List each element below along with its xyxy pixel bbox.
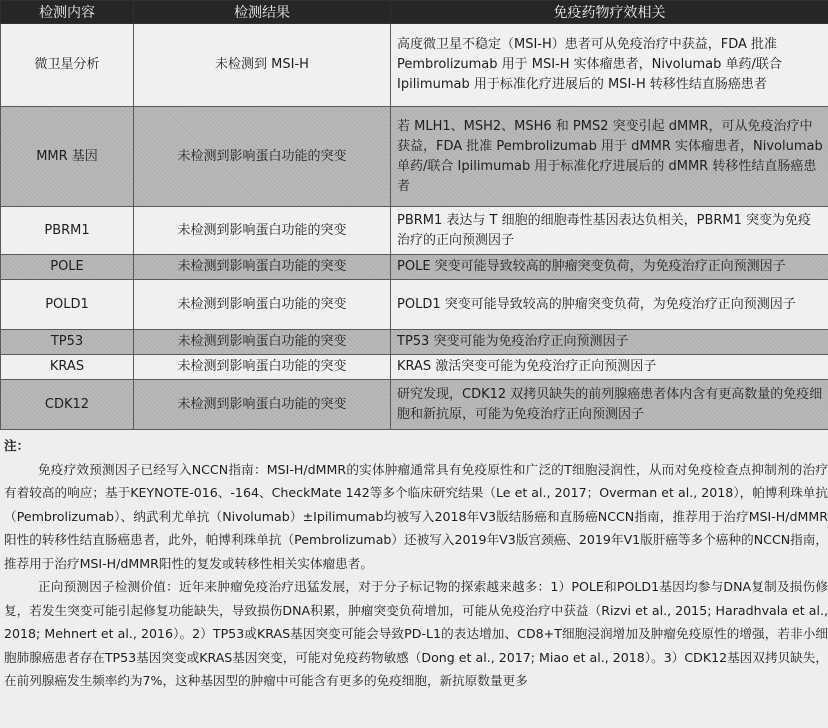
row-test-item: POLD1 <box>1 280 134 330</box>
table-row <box>1 255 828 280</box>
row-test-result: 未检测到影响蛋白功能的突变 <box>134 330 391 355</box>
table-row <box>1 280 828 330</box>
table-row <box>1 24 828 107</box>
row-test-item: 微卫星分析 <box>1 24 134 107</box>
row-test-item: CDK12 <box>1 380 134 430</box>
notes-label: 注： <box>4 438 30 453</box>
row-test-result: 未检测到影响蛋白功能的突变 <box>134 255 391 280</box>
table-row <box>1 207 828 255</box>
table-row <box>1 380 828 430</box>
row-test-result: 未检测到影响蛋白功能的突变 <box>134 380 391 430</box>
row-test-item: PBRM1 <box>1 207 134 255</box>
row-efficacy-note: POLD1 突变可能导致较高的肿瘤突变负荷，为免疫治疗正向预测因子 <box>391 280 828 330</box>
table-row <box>1 330 828 355</box>
notes-paragraph-predictors: 正向预测因子检测价值：近年来肿瘤免疫治疗迅猛发展，对于分子标记物的探索越来越多：1）POLE和POLD1基因均参与DNA复制及损伤修复，若发生突变可能引起修复功能缺失，导致损伤DNA积累，肿瘤突变负荷增加，可能从免疫治疗中获益（Rizvi et al., 2015; Haradhvala et al., 2018; Mehnert et al., 2016）。2）TP53或KRAS基因突变可能会导致PD-L1的表达增加、CD8+T细胞浸润增加及肿瘤免疫原性的增强，若非小细胞肺腺癌患者存在TP53基因突变或KRAS基因突变，可能对免疫药物敏感（Dong et al., 2017; Miao et al., 2018）。3）CDK12基因双拷贝缺失，在前列腺癌发生频率约为7%，这种基因型的肿瘤中可能含有更多的免疫细胞，新抗原数量更多 <box>4 579 828 688</box>
row-efficacy-note: KRAS 激活突变可能为免疫治疗正向预测因子 <box>391 355 828 380</box>
row-efficacy-note: 研究发现，CDK12 双拷贝缺失的前列腺癌患者体内含有更高数量的免疫细胞和新抗原，可能为免疫治疗正向预测因子 <box>391 380 828 430</box>
row-test-result: 未检测到影响蛋白功能的突变 <box>134 107 391 207</box>
row-test-result: 未检测到影响蛋白功能的突变 <box>134 207 391 255</box>
row-efficacy-note: 高度微卫星不稳定（MSI-H）患者可从免疫治疗中获益，FDA 批准Pembrolizumab 用于 MSI-H 实体瘤患者，Nivolumab 单药/联合Ipilimumab 用于标准化疗进展后的 MSI-H 转移性结直肠癌患者 <box>391 24 828 107</box>
row-efficacy-note: TP53 突变可能为免疫治疗正向预测因子 <box>391 330 828 355</box>
row-test-result: 未检测到影响蛋白功能的突变 <box>134 280 391 330</box>
notes-section <box>0 434 828 693</box>
row-efficacy-note: 若 MLH1、MSH2、MSH6 和 PMS2 突变引起 dMMR，可从免疫治疗中获益，FDA 批准 Pembrolizumab 用于 dMMR 实体瘤患者，Nivolumab 单药/联合 Ipilimumab 用于标准化疗进展后的 dMMR 转移性结直肠癌患者 <box>391 107 828 207</box>
notes-paragraph-nccn: 免疫疗效预测因子已经写入NCCN指南：MSI-H/dMMR的实体肿瘤通常具有免疫原性和广泛的T细胞浸润性，从而对免疫检查点抑制剂的治疗有着较高的响应；基于KEYNOTE-016、-164、CheckMate 142等多个临床研究结果（Le et al., 2017；Overman et al., 2018），帕博利珠单抗（Pembrolizumab）、纳武利尤单抗（Nivolumab）±Ipilimumab均被写入2018年V3版结肠癌和直肠癌NCCN指南，推荐用于治疗MSI-H/dMMR阳性的转移性结直肠癌患者，此外，帕博利珠单抗（Pembrolizumab）还被写入2019年V3版宫颈癌、2019年V1版肝癌等多个癌种的NCCN指南，推荐用于治疗MSI-H/dMMR阳性的复发或转移性相关实体瘤患者。 <box>4 461 828 571</box>
header-test-result: 检测结果 <box>134 1 391 24</box>
row-efficacy-note: PBRM1 表达与 T 细胞的细胞毒性基因表达负相关，PBRM1 突变为免疫治疗的正向预测因子 <box>391 207 828 255</box>
row-efficacy-note: POLE 突变可能导致较高的肿瘤突变负荷，为免疫治疗正向预测因子 <box>391 255 828 280</box>
table-header-row <box>1 1 828 24</box>
row-test-result: 未检测到影响蛋白功能的突变 <box>134 355 391 380</box>
header-efficacy: 免疫药物疗效相关 <box>391 1 828 24</box>
row-test-item: POLE <box>1 255 134 280</box>
row-test-item: KRAS <box>1 355 134 380</box>
row-test-item: TP53 <box>1 330 134 355</box>
table-row <box>1 355 828 380</box>
row-test-result: 未检测到 MSI-H <box>134 24 391 107</box>
table-row <box>1 107 828 207</box>
header-test-item: 检测内容 <box>1 1 134 24</box>
row-test-item: MMR 基因 <box>1 107 134 207</box>
